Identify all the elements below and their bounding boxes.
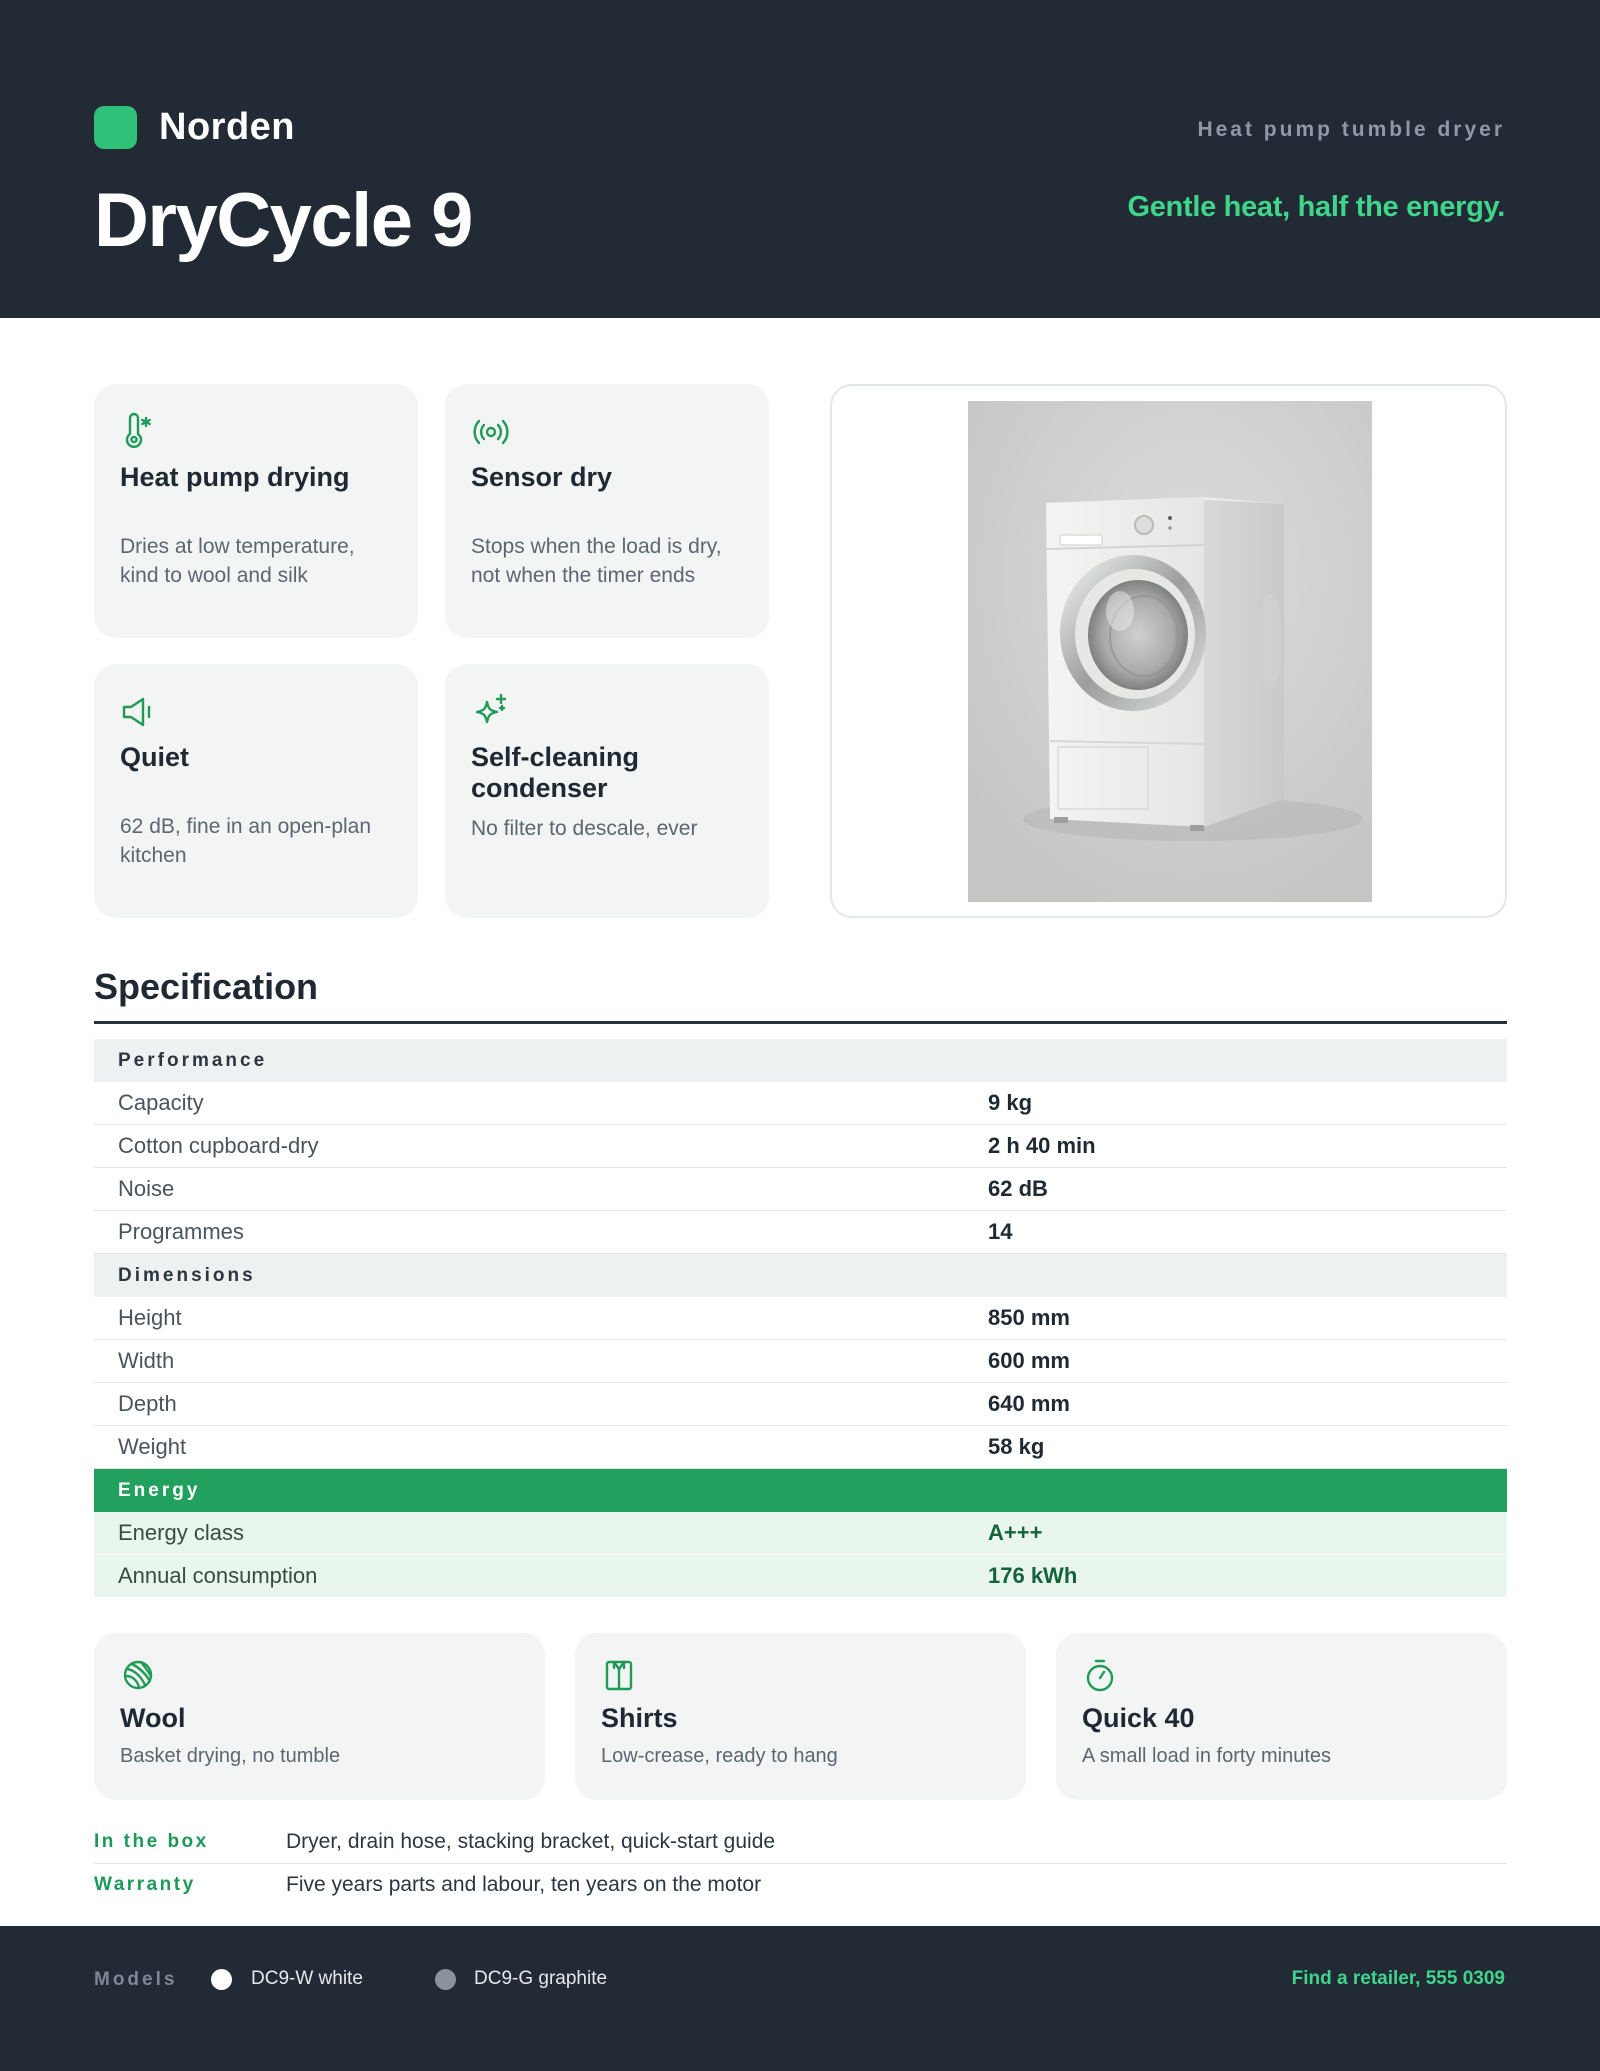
spec-label: Annual consumption (118, 1563, 318, 1588)
spec-value: 850 mm (988, 1305, 1070, 1330)
note-label: In the box (94, 1830, 209, 1852)
feature-description: Stops when the load is dry, not when the timer ends (471, 535, 722, 587)
spec-row (94, 1426, 1507, 1469)
note-value: Five years parts and labour, ten years on the motor (286, 1872, 762, 1896)
color-swatch-graphite (435, 1969, 456, 1990)
stopwatch-icon (1082, 1657, 1118, 1693)
spec-row (94, 1211, 1507, 1254)
product-photo (968, 401, 1372, 902)
shirt-icon (601, 1657, 637, 1693)
programme-card-quick-40 (1056, 1633, 1507, 1800)
spec-row (94, 1125, 1507, 1168)
retailer-contact: Find a retailer, 555 0309 (1291, 1968, 1505, 1989)
spec-row (94, 1383, 1507, 1426)
feature-description: No filter to descale, ever (471, 817, 698, 840)
header (0, 0, 1600, 318)
programme-title: Shirts (601, 1703, 678, 1733)
spec-value: 640 mm (988, 1391, 1070, 1416)
feature-card-quiet (94, 664, 418, 918)
note-in-the-box (94, 1820, 1507, 1863)
note-warranty (94, 1863, 1507, 1906)
programme-description: A small load in forty minutes (1082, 1745, 1331, 1767)
spec-value: 62 dB (988, 1176, 1048, 1201)
feature-title: Quiet (120, 742, 190, 772)
feature-title: Heat pump drying (120, 462, 350, 492)
footer (0, 1926, 1600, 2071)
spec-label: Energy class (118, 1520, 244, 1545)
brand-logo-mark (94, 106, 137, 149)
spec-row (94, 1340, 1507, 1383)
feature-title: Sensor dry (471, 462, 613, 492)
brand (94, 106, 295, 149)
programme-description: Basket drying, no tumble (120, 1745, 341, 1767)
spec-row-energy (94, 1555, 1507, 1598)
spec-label: Capacity (118, 1090, 204, 1115)
yarn-ball-icon (120, 1657, 156, 1693)
spec-label: Weight (118, 1434, 187, 1459)
tagline: Gentle heat, half the energy. (1127, 191, 1505, 223)
models-label: Models (94, 1969, 178, 1990)
speaker-icon (120, 692, 160, 732)
spec-label: Width (118, 1348, 175, 1373)
spec-label: Height (118, 1305, 182, 1330)
spec-value: A+++ (988, 1520, 1043, 1545)
specification-rule (94, 1021, 1507, 1024)
thermometer-icon (120, 412, 160, 452)
programme-card-wool (94, 1633, 545, 1800)
specification-heading: Specification (94, 966, 319, 1007)
feature-title: Self-cleaning condenser (471, 742, 640, 803)
feature-description: 62 dB, fine in an open-plan kitchen (120, 815, 372, 867)
spec-value: 176 kWh (988, 1563, 1078, 1588)
note-label: Warranty (94, 1873, 196, 1895)
programme-title: Wool (120, 1703, 186, 1733)
spec-label: Programmes (118, 1219, 244, 1244)
sensor-icon (471, 412, 511, 452)
spec-value: 600 mm (988, 1348, 1070, 1373)
product-photo-card (830, 384, 1507, 918)
programme-title: Quick 40 (1082, 1703, 1195, 1733)
feature-card-heat-pump (94, 384, 418, 638)
spec-label: Noise (118, 1176, 175, 1201)
spec-row (94, 1168, 1507, 1211)
spec-group-header-energy: Energy (94, 1469, 1507, 1512)
color-swatch-white (211, 1969, 232, 1990)
spec-row (94, 1297, 1507, 1340)
spec-label: Depth (118, 1391, 177, 1416)
spec-row-energy (94, 1512, 1507, 1555)
feature-card-self-cleaning (445, 664, 769, 918)
spec-row (94, 1082, 1507, 1125)
model-name: DC9-G graphite (474, 1968, 608, 1989)
sparkle-icon (471, 692, 511, 732)
spec-value: 14 (988, 1219, 1013, 1244)
specification-table (94, 1039, 1507, 1598)
spec-value: 9 kg (988, 1090, 1033, 1115)
programme-description: Low-crease, ready to hang (601, 1745, 838, 1767)
feature-card-sensor-dry (445, 384, 769, 638)
product-category: Heat pump tumble dryer (1197, 118, 1505, 141)
spec-group-header: Performance (94, 1039, 1507, 1082)
programme-card-shirts (575, 1633, 1026, 1800)
spec-value: 58 kg (988, 1434, 1045, 1459)
brand-name: Norden (159, 106, 295, 148)
spec-value: 2 h 40 min (988, 1133, 1096, 1158)
product-name: DryCycle 9 (94, 178, 472, 263)
note-value: Dryer, drain hose, stacking bracket, quick-start guide (286, 1829, 776, 1853)
spec-label: Cotton cupboard-dry (118, 1133, 319, 1158)
model-name: DC9-W white (251, 1968, 363, 1989)
spec-group-header: Dimensions (94, 1254, 1507, 1297)
feature-description: Dries at low temperature, kind to wool and silk (120, 535, 355, 587)
